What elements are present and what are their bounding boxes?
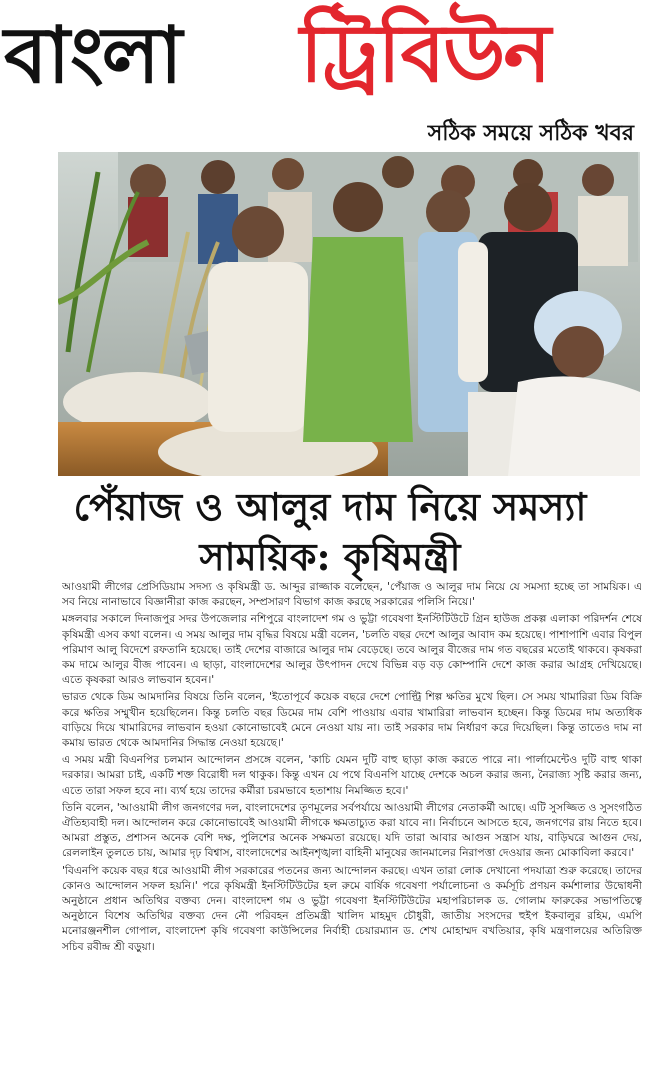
- article-paragraph: ভারত থেকে ডিম আমদানির বিষয়ে তিনি বলেন, 'ইতোপূর্বে কয়েক বছরে দেশে পোল্ট্রি শিল্প ক্ষতির মুখে ছিল। সে সময় খামারিরা ডিম বিক্রি করে ক্ষতির সম্মুখীন হয়েছিলেন। কিন্তু চলতি বছর ডিমের দাম বেশি পাওয়ায় এবার খামারিরা লাভবান হচ্ছেন। কিন্তু ডিমের দাম অত্যধিক বাড়িয়ে দিয়ে খামারিদের লাভবান হওয়া কোনোভাবেই মেনে নেওয়া যায় না। তাই সরকার দাম নির্ধারণ করে দিয়েছিল। কিন্তু তাতেও দাম না কমায় ভারত থেকে আমদানির সিদ্ধান্ত নেওয়া হয়েছে।': [62, 691, 642, 750]
- article-paragraph: মঙ্গলবার সকালে দিনাজপুর সদর উপজেলার নশিপুরে বাংলাদেশ গম ও ভুট্টা গবেষণা ইনস্টিটিউটে গ্রিন হাউজ প্রকল্প এলাকা পরিদর্শন শেষে কৃষিমন্ত্রী এসব কথা বলেন। এ সময় আলুর দাম বৃদ্ধির বিষয়ে মন্ত্রী বলেন, 'চলতি বছর দেশে আলুর আবাদ কম হয়েছে। পাশাপাশি এবার বিপুল পরিমাণ আলু বিদেশে রফতানি হয়েছে। তাই দেশের বাজারে আলুর দাম বেড়েছে। তবে আলুর বীজের দাম গত বছরের মতোই থাকবে। কৃষকরা কম দামে আলুর বীজ পাবেন। এ ছাড়া, বাংলাদেশের আলুর উৎপাদন দেখে বিভিন্ন বড় বড় কোম্পানি দেশে কাজ করার আগ্রহ দেখিয়েছে। এতে কৃষকরা আরও লাভবান হবেন।': [62, 613, 642, 687]
- article-body: [62, 580, 642, 1076]
- masthead: [0, 0, 658, 150]
- logo-right-text: ট্রিবিউন: [300, 7, 550, 100]
- photo-illustration: [58, 152, 640, 476]
- headline: পেঁয়াজ ও আলুর দাম নিয়ে সমস্যা সাময়িক: কৃষিমন্ত্রী: [73, 484, 587, 579]
- logo-left-text: বাংলা: [4, 11, 181, 101]
- logo-bangla: [4, 6, 180, 106]
- tagline: সঠিক সময়ে সঠিক খবর: [427, 121, 634, 146]
- news-photo: [58, 152, 640, 476]
- article-paragraph: এ সময় মন্ত্রী বিএনপির চলমান আন্দোলন প্রসঙ্গে বলেন, 'কাচি যেমন দুটি বাহু ছাড়া কাজ করতে পারে না। পার্লামেন্টেও দুটি বাহু থাকা দরকার। আমরা চাই, একটি শক্ত বিরোধী দল থাকুক। কিন্তু এখন যে পথে বিএনপি যাচ্ছে দেশকে অচল করার জন্য, নৈরাজ্য সৃষ্টি করার জন্য, এতে তারা সফল হবে না। ব্যর্থ হয়ে তাদের কর্মীরা চরমভাবে হতাশায় নিমজ্জিত হবে।': [62, 754, 642, 797]
- article-paragraph: তিনি বলেন, 'আওয়ামী লীগ জনগণের দল, বাংলাদেশের তৃণমূলের সর্বপর্যায়ে আওয়ামী লীগের নেতাকর্মী আছে। এটি সুসজ্জিত ও সুসংগঠিত ঐতিহ্যবাহী দল। আন্দোলন করে কোনোভাবেই আওয়ামী লীগকে ক্ষমতাচ্যুত করা যাবে না। নির্বাচনে আসতে হবে, জনগণের রায় নিতে হবে। আমরা প্রস্তুত, প্রশাসন অনেক বেশি দক্ষ, পুলিশের অনেক সক্ষমতা রয়েছে। যদি তারা আবার আগুন সন্ত্রাস যায়, বাড়িঘরে আগুন দেয়, রেললাইন তুলতে চায়, আমার দৃঢ় বিশ্বাস, বাংলাদেশের আইনশৃঙ্খলা বাহিনী মানুষের জানমালের নিরাপত্তা দেওয়ার জন্য মোকাবিলা করবে।': [62, 801, 642, 860]
- article-paragraph: 'বিএনপি কয়েক বছর ধরে আওয়ামী লীগ সরকারের পতনের জন্য আন্দোলন করছে। এখন তারা লোক দেখানো পদযাত্রা শুরু করেছে। তাদের কোনও আন্দোলন সফল হয়নি।' পরে কৃষিমন্ত্রী ইনস্টিটিউটের হল রুমে বার্ষিক গবেষণা পর্যালোচনা ও কর্মসূচি প্রণয়ন কর্মশালার উদ্বোধনী অনুষ্ঠানে প্রধান অতিথির বক্তব্য দেন। বাংলাদেশ গম ও ভুট্টা গবেষণা ইনস্টিটিউটের মহাপরিচালক ড. গোলাম ফারুকের সভাপতিত্বে অনুষ্ঠানে বিশেষ অতিথির বক্তব্য দেন নৌ পরিবহন প্রতিমন্ত্রী খালিদ মাহমুদ চৌধুরী, জাতীয় সংসদের হুইপ ইকবালুর রহিম, এমপি মনোরঞ্জনশীল গোপাল, বাংলাদেশ কৃষি গবেষণা কাউন্সিলের নির্বাহী চেয়ারম্যান ড. শেখ মোহাম্মদ বখতিয়ার, কৃষি মন্ত্রণালয়ের অতিরিক্ত সচিব রবীন্দ্র শ্রী বড়ুয়া।: [62, 864, 642, 953]
- logo-tribune: [300, 4, 549, 104]
- article-paragraph: আওয়ামী লীগের প্রেসিডিয়াম সদস্য ও কৃষিমন্ত্রী ড. আব্দুর রাজ্জাক বলেছেন, 'পেঁয়াজ ও আলুর দাম নিয়ে যে সমস্যা হচ্ছে তা সাময়িক। এ সব নিয়ে নানাভাবে বিজ্ঞানীরা কাজ করছেন, সম্প্রসারণ বিভাগ কাজ করছে সরকারের পলিসি নিয়ে।': [62, 581, 642, 609]
